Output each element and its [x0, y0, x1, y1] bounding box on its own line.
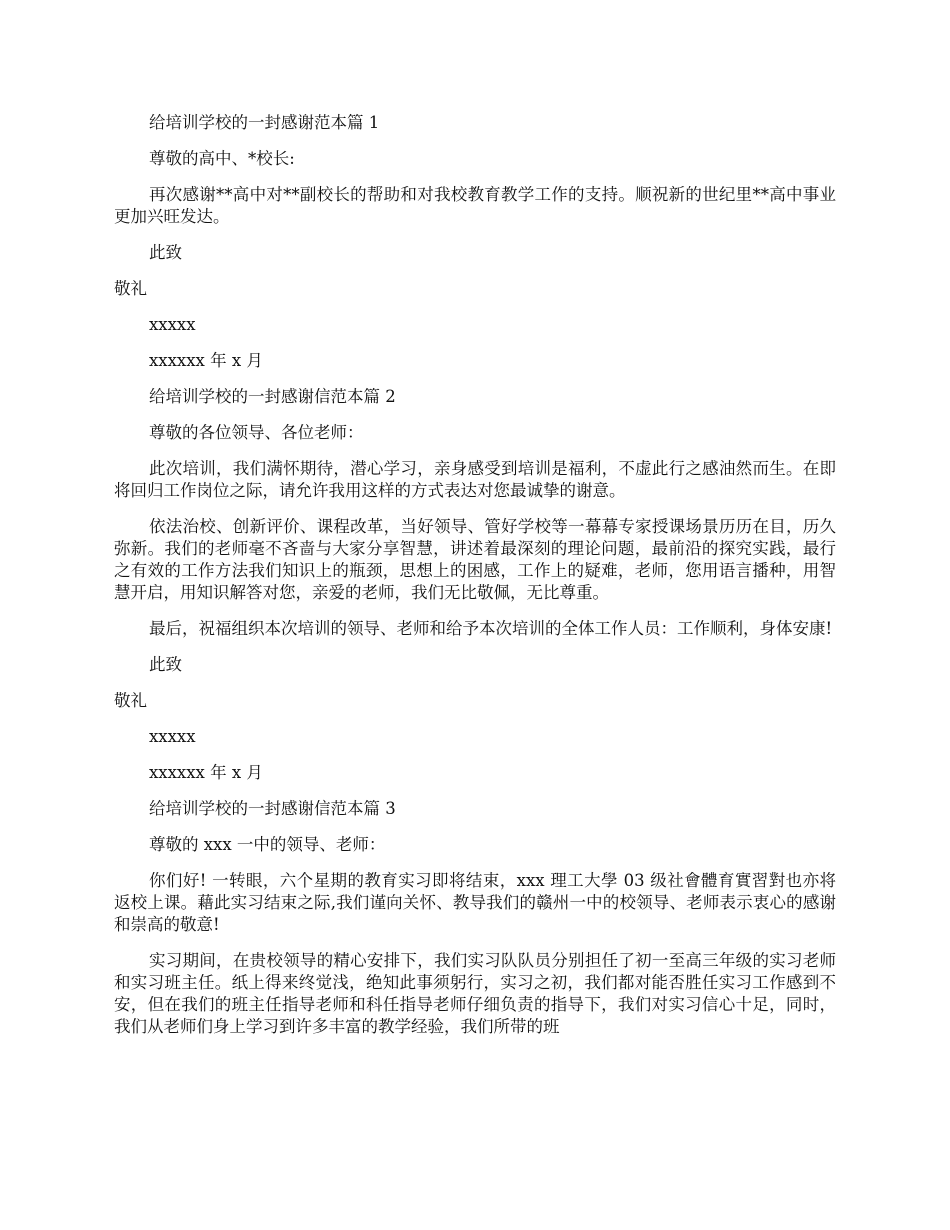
- section-1-paragraph-1: 再次感谢**高中对**副校长的帮助和对我校教育教学工作的支持。顺祝新的世纪里**高中事业更加兴旺发达。: [114, 185, 836, 226]
- section-1-closing-regards: 此致: [149, 243, 182, 262]
- section-2-salutation: 尊敬的各位领导、各位老师：: [149, 423, 364, 442]
- section-3-title: 给培训学校的一封感谢信范本篇 3: [149, 799, 396, 818]
- section-2-paragraph-1: 此次培训，我们满怀期待，潜心学习，亲身感受到培训是福利，不虚此行之感油然而生。在即将回归工作岗位之际，请允许我用这样的方式表达对您最诚挚的谢意。: [114, 459, 836, 500]
- section-2-signature: xxxxx: [149, 727, 196, 746]
- document-body: [114, 112, 836, 1052]
- section-1-salutation: 尊敬的高中、*校长:: [149, 149, 295, 168]
- section-2-closing-regards: 此致: [149, 655, 182, 674]
- section-1-signature: xxxxx: [149, 315, 196, 334]
- section-2-paragraph-2: 依法治校、创新评价、课程改革，当好领导、管好学校等一幕幕专家授课场景历历在目，历久弥新。我们的老师毫不吝啬与大家分享智慧，讲述着最深刻的理论问题，最前沿的探究实践，最行之有效的工作方法我们知识上的瓶颈，思想上的困感，工作上的疑难，老师，您用语言播种，用智慧开启，用知识解答对您，亲爱的老师，我们无比敬佩，无比尊重。: [114, 517, 836, 602]
- section-3-salutation: 尊敬的 xxx 一中的领导、老师：: [149, 835, 386, 854]
- section-2-closing-salute: 敬礼: [114, 691, 147, 710]
- section-1-date: xxxxxx 年 x 月: [149, 351, 263, 370]
- section-2-title: 给培训学校的一封感谢信范本篇 2: [149, 387, 396, 406]
- section-1-closing-salute: 敬礼: [114, 279, 147, 298]
- section-2-paragraph-3: 最后，祝福组织本次培训的领导、老师和给予本次培训的全体工作人员：工作顺利，身体安康!: [149, 619, 833, 638]
- section-1-title: 给培训学校的一封感谢范本篇 1: [149, 113, 380, 132]
- section-3-paragraph-2: 实习期间，在贵校领导的精心安排下，我们实习队队员分别担任了初一至高三年级的实习老师和实习班主任。纸上得来终觉浅，绝知此事须躬行，实习之初，我们都对能否胜任实习工作感到不安，但在我们的班主任指导老师和科任指导老师仔细负责的指导下，我们对实习信心十足，同时，我们从老师们身上学习到许多丰富的教学经验，我们所带的班: [114, 951, 836, 1036]
- section-3-paragraph-1: 你们好! 一转眼，六个星期的教育实习即将结束，xxx 理工大學 03 级社會體育實習對也亦将返校上课。藉此实习结束之际,我们谨向关怀、教导我们的赣州一中的校领导、老师表示衷心的感谢和崇高的敬意!: [114, 871, 836, 934]
- section-2-date: xxxxxx 年 x 月: [149, 763, 263, 782]
